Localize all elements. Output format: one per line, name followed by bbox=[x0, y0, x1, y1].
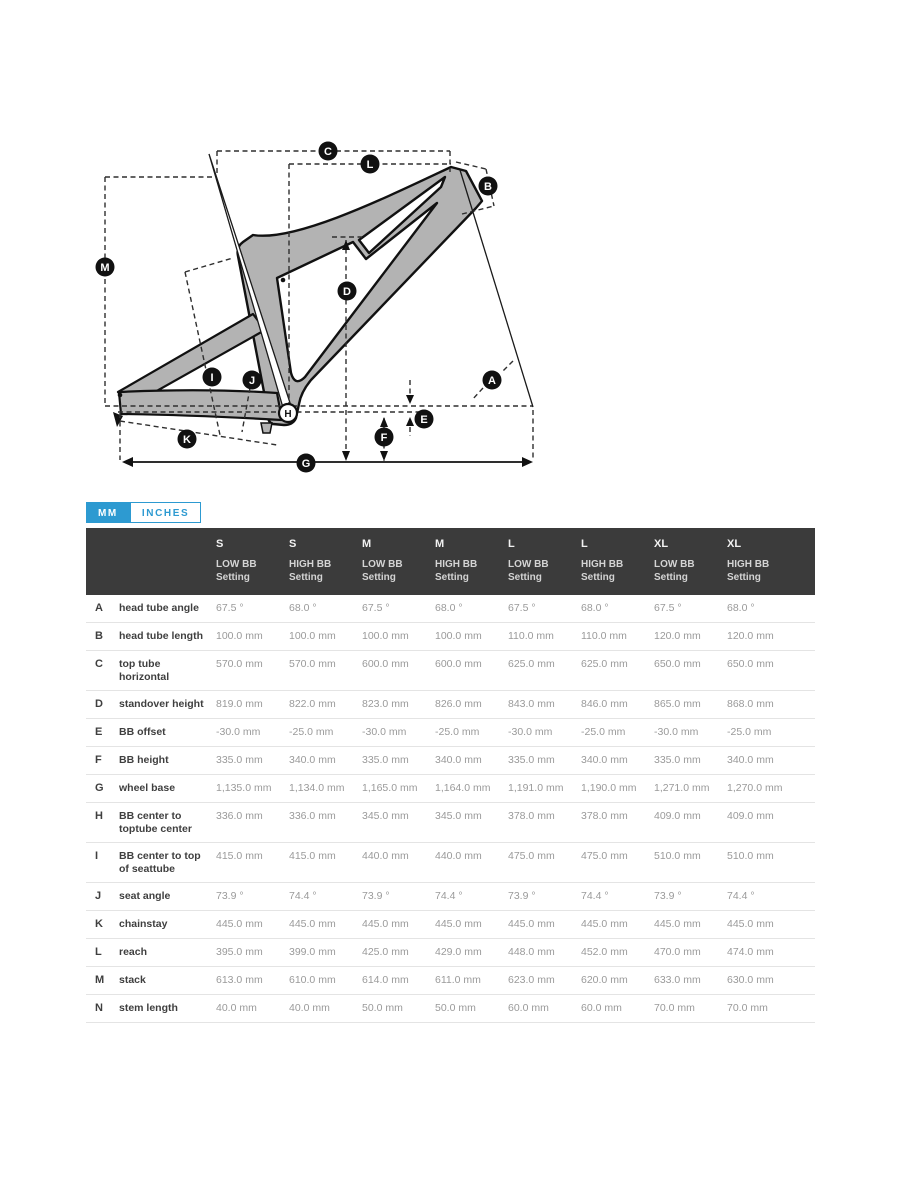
geometry-table bbox=[86, 528, 815, 1023]
svg-text:H: H bbox=[284, 408, 292, 420]
table-row-n bbox=[86, 995, 815, 1023]
svg-text:D: D bbox=[343, 285, 351, 298]
value-cell: 68.0 ° bbox=[435, 602, 463, 614]
marker-d-label bbox=[338, 282, 357, 301]
column-size-label: M bbox=[435, 538, 445, 550]
row-label-cell bbox=[86, 726, 216, 740]
column-size-label: S bbox=[289, 538, 297, 550]
frame-chainstay bbox=[119, 390, 282, 420]
value-cell: -30.0 mm bbox=[216, 726, 261, 738]
value-cell: 614.0 mm bbox=[362, 974, 409, 986]
value-cell: 70.0 mm bbox=[727, 1002, 768, 1014]
row-letter: N bbox=[95, 1002, 103, 1014]
table-row-g bbox=[86, 775, 815, 803]
value-cell: 68.0 ° bbox=[289, 602, 317, 614]
marker-b-label bbox=[479, 177, 498, 196]
unit-tabs bbox=[86, 502, 201, 523]
svg-text:I: I bbox=[210, 371, 214, 384]
row-label-cell bbox=[86, 602, 216, 616]
row-label-cell bbox=[86, 754, 216, 768]
value-cell: 409.0 mm bbox=[727, 810, 774, 822]
value-cell: 340.0 mm bbox=[581, 754, 628, 766]
column-setting-label: HIGH BB Setting bbox=[435, 559, 478, 583]
value-cell: 378.0 mm bbox=[508, 810, 555, 822]
column-size-label: L bbox=[508, 538, 515, 550]
value-cell: 73.9 ° bbox=[362, 890, 390, 902]
value-cell: 510.0 mm bbox=[654, 850, 701, 862]
row-letter: H bbox=[95, 810, 103, 822]
value-cell: 623.0 mm bbox=[508, 974, 555, 986]
value-cell: 74.4 ° bbox=[435, 890, 463, 902]
value-cell: 345.0 mm bbox=[362, 810, 409, 822]
value-cell: 50.0 mm bbox=[362, 1002, 403, 1014]
table-row-h bbox=[86, 803, 815, 843]
value-cell: -30.0 mm bbox=[654, 726, 699, 738]
value-cell: 40.0 mm bbox=[289, 1002, 330, 1014]
value-cell: 110.0 mm bbox=[508, 630, 554, 642]
value-cell: 600.0 mm bbox=[435, 658, 482, 670]
value-cell: 340.0 mm bbox=[435, 754, 482, 766]
value-cell: 445.0 mm bbox=[727, 918, 774, 930]
value-cell: 470.0 mm bbox=[654, 946, 701, 958]
value-cell: -25.0 mm bbox=[581, 726, 626, 738]
value-cell: 100.0 mm bbox=[435, 630, 482, 642]
head-angle-line bbox=[460, 170, 533, 407]
value-cell: 100.0 mm bbox=[216, 630, 263, 642]
value-cell: 415.0 mm bbox=[216, 850, 263, 862]
svg-text:M: M bbox=[100, 261, 110, 274]
row-label-cell bbox=[86, 946, 216, 960]
value-cell: 445.0 mm bbox=[216, 918, 263, 930]
value-cell: 823.0 mm bbox=[362, 698, 409, 710]
table-row-c bbox=[86, 651, 815, 691]
value-cell: 865.0 mm bbox=[654, 698, 701, 710]
value-cell: 1,164.0 mm bbox=[435, 782, 491, 794]
row-name: BB height bbox=[119, 754, 169, 766]
table-header-row bbox=[86, 528, 815, 595]
value-cell: 40.0 mm bbox=[216, 1002, 257, 1014]
value-cell: 50.0 mm bbox=[435, 1002, 476, 1014]
value-cell: 448.0 mm bbox=[508, 946, 555, 958]
column-size-label: L bbox=[581, 538, 588, 550]
value-cell: 474.0 mm bbox=[727, 946, 774, 958]
row-name: stack bbox=[119, 974, 146, 986]
row-letter: F bbox=[95, 754, 102, 766]
value-cell: 336.0 mm bbox=[216, 810, 263, 822]
value-cell: 1,165.0 mm bbox=[362, 782, 418, 794]
value-cell: 335.0 mm bbox=[654, 754, 701, 766]
row-label-cell bbox=[86, 890, 216, 904]
svg-text:J: J bbox=[248, 374, 256, 387]
column-setting-label: LOW BB Setting bbox=[654, 559, 695, 583]
row-letter: E bbox=[95, 726, 103, 738]
svg-text:E: E bbox=[420, 413, 428, 426]
value-cell: 120.0 mm bbox=[727, 630, 774, 642]
value-cell: 429.0 mm bbox=[435, 946, 482, 958]
column-setting-label: LOW BB Setting bbox=[362, 559, 403, 583]
tab-inches[interactable]: INCHES bbox=[130, 502, 201, 523]
value-cell: 620.0 mm bbox=[581, 974, 628, 986]
value-cell: 335.0 mm bbox=[508, 754, 555, 766]
value-cell: 1,135.0 mm bbox=[216, 782, 272, 794]
table-row-f bbox=[86, 747, 815, 775]
value-cell: 60.0 mm bbox=[581, 1002, 622, 1014]
row-letter: K bbox=[95, 918, 103, 930]
row-name: stem length bbox=[119, 1002, 178, 1014]
value-cell: 445.0 mm bbox=[654, 918, 701, 930]
marker-e-label bbox=[415, 410, 434, 429]
marker-k-label bbox=[178, 430, 197, 449]
value-cell: 633.0 mm bbox=[654, 974, 701, 986]
value-cell: 399.0 mm bbox=[289, 946, 336, 958]
value-cell: 630.0 mm bbox=[727, 974, 774, 986]
table-header-corner bbox=[86, 538, 216, 584]
table-row-e bbox=[86, 719, 815, 747]
marker-f-label bbox=[375, 428, 394, 447]
value-cell: 378.0 mm bbox=[581, 810, 628, 822]
row-letter: C bbox=[95, 658, 103, 670]
table-row-b bbox=[86, 623, 815, 651]
value-cell: 409.0 mm bbox=[654, 810, 701, 822]
table-row-a bbox=[86, 595, 815, 623]
marker-m-label bbox=[96, 258, 115, 277]
value-cell: 570.0 mm bbox=[289, 658, 336, 670]
value-cell: -25.0 mm bbox=[289, 726, 334, 738]
row-name: seat angle bbox=[119, 890, 171, 902]
value-cell: 650.0 mm bbox=[654, 658, 701, 670]
row-name: BB center to top of seattube bbox=[119, 850, 201, 875]
svg-text:G: G bbox=[301, 457, 311, 470]
value-cell: 510.0 mm bbox=[727, 850, 774, 862]
value-cell: 74.4 ° bbox=[581, 890, 609, 902]
svg-text:A: A bbox=[488, 374, 496, 387]
value-cell: 73.9 ° bbox=[654, 890, 682, 902]
marker-i-label bbox=[203, 368, 222, 387]
value-cell: 60.0 mm bbox=[508, 1002, 549, 1014]
value-cell: 611.0 mm bbox=[435, 974, 481, 986]
value-cell: 819.0 mm bbox=[216, 698, 263, 710]
value-cell: 67.5 ° bbox=[508, 602, 536, 614]
value-cell: 475.0 mm bbox=[508, 850, 555, 862]
value-cell: 335.0 mm bbox=[362, 754, 409, 766]
svg-text:C: C bbox=[324, 145, 332, 158]
value-cell: 445.0 mm bbox=[362, 918, 409, 930]
value-cell: 68.0 ° bbox=[727, 602, 755, 614]
row-letter: L bbox=[95, 946, 102, 958]
row-name: top tube horizontal bbox=[119, 658, 170, 683]
value-cell: 846.0 mm bbox=[581, 698, 628, 710]
table-row-m bbox=[86, 967, 815, 995]
value-cell: 600.0 mm bbox=[362, 658, 409, 670]
value-cell: 440.0 mm bbox=[362, 850, 409, 862]
marker-l-label bbox=[361, 155, 380, 174]
marker-a-label bbox=[483, 371, 502, 390]
value-cell: 67.5 ° bbox=[654, 602, 682, 614]
value-cell: -30.0 mm bbox=[362, 726, 407, 738]
value-cell: 445.0 mm bbox=[289, 918, 336, 930]
row-name: BB offset bbox=[119, 726, 166, 738]
value-cell: 610.0 mm bbox=[289, 974, 336, 986]
row-label-cell bbox=[86, 658, 216, 684]
table-row-j bbox=[86, 883, 815, 911]
row-label-cell bbox=[86, 1002, 216, 1016]
row-label-cell bbox=[86, 630, 216, 644]
frame-front-triangle bbox=[238, 167, 482, 425]
row-label-cell bbox=[86, 918, 216, 932]
row-label-cell bbox=[86, 974, 216, 988]
row-label-cell bbox=[86, 850, 216, 876]
value-cell: 110.0 mm bbox=[581, 630, 627, 642]
value-cell: -30.0 mm bbox=[508, 726, 553, 738]
column-header-xl-high bbox=[727, 538, 815, 584]
row-letter: D bbox=[95, 698, 103, 710]
value-cell: 1,271.0 mm bbox=[654, 782, 710, 794]
row-letter: I bbox=[95, 850, 99, 862]
value-cell: 445.0 mm bbox=[435, 918, 482, 930]
value-cell: 100.0 mm bbox=[289, 630, 336, 642]
row-name: standover height bbox=[119, 698, 204, 710]
value-cell: -25.0 mm bbox=[435, 726, 480, 738]
marker-j-label bbox=[243, 371, 262, 390]
table-row-l bbox=[86, 939, 815, 967]
value-cell: 120.0 mm bbox=[654, 630, 701, 642]
marker-g-label bbox=[297, 454, 316, 473]
row-name: head tube angle bbox=[119, 602, 199, 614]
value-cell: 100.0 mm bbox=[362, 630, 409, 642]
value-cell: 445.0 mm bbox=[508, 918, 555, 930]
svg-text:B: B bbox=[484, 180, 492, 193]
value-cell: 452.0 mm bbox=[581, 946, 628, 958]
value-cell: 73.9 ° bbox=[216, 890, 244, 902]
column-header-s-high bbox=[289, 538, 362, 584]
value-cell: 440.0 mm bbox=[435, 850, 482, 862]
value-cell: 73.9 ° bbox=[508, 890, 536, 902]
row-name: chainstay bbox=[119, 918, 168, 930]
value-cell: 340.0 mm bbox=[289, 754, 336, 766]
row-name: BB center to toptube center bbox=[119, 810, 192, 835]
value-cell: 68.0 ° bbox=[581, 602, 609, 614]
column-size-label: XL bbox=[654, 538, 669, 550]
column-setting-label: HIGH BB Setting bbox=[289, 559, 332, 583]
value-cell: 70.0 mm bbox=[654, 1002, 695, 1014]
value-cell: 340.0 mm bbox=[727, 754, 774, 766]
value-cell: 395.0 mm bbox=[216, 946, 263, 958]
column-header-s-low bbox=[216, 538, 289, 584]
column-setting-label: LOW BB Setting bbox=[216, 559, 257, 583]
table-row-k bbox=[86, 911, 815, 939]
geometry-diagram bbox=[85, 130, 555, 490]
value-cell: 74.4 ° bbox=[289, 890, 317, 902]
table-row-d bbox=[86, 691, 815, 719]
column-header-l-high bbox=[581, 538, 654, 584]
value-cell: 345.0 mm bbox=[435, 810, 482, 822]
value-cell: 650.0 mm bbox=[727, 658, 774, 670]
column-header-m-low bbox=[362, 538, 435, 584]
bb-cable-tab bbox=[261, 423, 272, 433]
value-cell: 613.0 mm bbox=[216, 974, 263, 986]
row-name: head tube length bbox=[119, 630, 203, 642]
column-setting-label: LOW BB Setting bbox=[508, 559, 549, 583]
marker-h-label bbox=[279, 404, 297, 422]
column-header-m-high bbox=[435, 538, 508, 584]
marker-c-label bbox=[319, 142, 338, 161]
row-label-cell bbox=[86, 782, 216, 796]
value-cell: 425.0 mm bbox=[362, 946, 409, 958]
row-letter: A bbox=[95, 602, 103, 614]
svg-text:L: L bbox=[366, 158, 374, 171]
value-cell: 868.0 mm bbox=[727, 698, 774, 710]
value-cell: 822.0 mm bbox=[289, 698, 336, 710]
column-size-label: M bbox=[362, 538, 372, 550]
value-cell: 826.0 mm bbox=[435, 698, 482, 710]
row-name: reach bbox=[119, 946, 148, 958]
value-cell: 625.0 mm bbox=[581, 658, 628, 670]
column-header-l-low bbox=[508, 538, 581, 584]
value-cell: 67.5 ° bbox=[216, 602, 244, 614]
value-cell: -25.0 mm bbox=[727, 726, 772, 738]
column-header-xl-low bbox=[654, 538, 727, 584]
svg-text:K: K bbox=[183, 433, 191, 446]
column-size-label: S bbox=[216, 538, 224, 550]
value-cell: 1,134.0 mm bbox=[289, 782, 345, 794]
value-cell: 1,191.0 mm bbox=[508, 782, 564, 794]
value-cell: 475.0 mm bbox=[581, 850, 628, 862]
value-cell: 445.0 mm bbox=[581, 918, 628, 930]
row-letter: J bbox=[95, 890, 102, 902]
value-cell: 843.0 mm bbox=[508, 698, 555, 710]
rear-axle-dot bbox=[118, 393, 123, 398]
row-label-cell bbox=[86, 698, 216, 712]
value-cell: 1,190.0 mm bbox=[581, 782, 637, 794]
value-cell: 335.0 mm bbox=[216, 754, 263, 766]
value-cell: 415.0 mm bbox=[289, 850, 336, 862]
value-cell: 570.0 mm bbox=[216, 658, 263, 670]
tab-mm[interactable]: MM bbox=[86, 502, 130, 523]
value-cell: 67.5 ° bbox=[362, 602, 390, 614]
row-name: wheel base bbox=[119, 782, 176, 794]
row-letter: G bbox=[95, 782, 104, 794]
row-letter: M bbox=[95, 974, 105, 986]
row-label-cell bbox=[86, 810, 216, 836]
table-row-i bbox=[86, 843, 815, 883]
column-setting-label: HIGH BB Setting bbox=[581, 559, 624, 583]
value-cell: 1,270.0 mm bbox=[727, 782, 783, 794]
column-size-label: XL bbox=[727, 538, 742, 550]
frame-pivot-dot bbox=[281, 278, 286, 283]
value-cell: 625.0 mm bbox=[508, 658, 555, 670]
value-cell: 336.0 mm bbox=[289, 810, 336, 822]
column-setting-label: HIGH BB Setting bbox=[727, 559, 770, 583]
svg-text:F: F bbox=[380, 431, 388, 444]
value-cell: 74.4 ° bbox=[727, 890, 755, 902]
row-letter: B bbox=[95, 630, 103, 642]
